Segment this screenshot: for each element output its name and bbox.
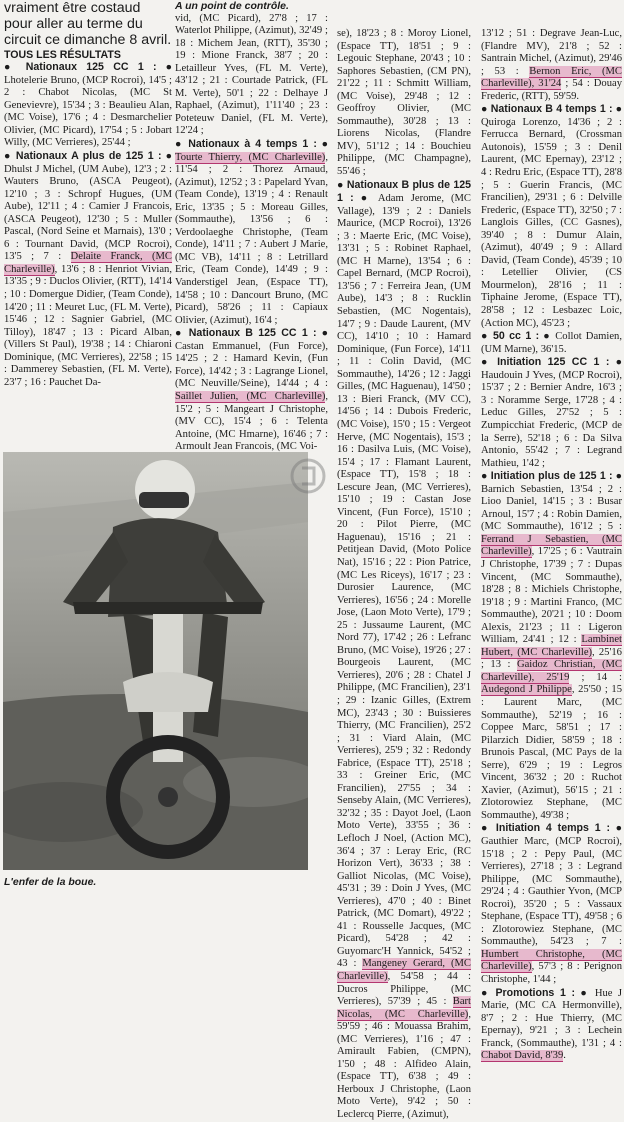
result-block: ● Nationaux A plus de 125 1 : ● Dhulst J Michel, (UM Aube), 12'3 ; 2 : Wauters Bruno, (ASCA Peugeot), 12'10 ; 3 : Schropf Hugues, (UM Aube), 12'11 ; 4 : Camier J Francois, (ASCA Peugeot), 12'30 ; 5 : Muller Pascal, (Nord Seine et Marnais), 13'0 ; 6 : Tournant David, (MCP Rocroi), 13'5 ; 7 : Delaite Franck, (MC Charleville), 13'6 ; 8 : Henriot Vivian, 13'35 ; 9 : Duclos Olivier, (RTT), 14'14 ; 10 : Domergue Didier, (Team Conde), 14'20 ; 11 : Meuret Luc, (FL M. Verte), 15'46 ; 12 : Sagnier Gabriel, (MC Tilloy), 18'47 ; 13 : Picard Alban, (Villers St Paul), 19'38 ; 14 : Chiaroni Dominique, (MC Verrieres), 22'58 ; 15 : Dammerey Sebastien, (FL M. Verte), 23'7 ; 16 : Pauchet Da- xyxy=(4,149,172,388)
result-block: ● Promotions 1 : ● Hue J Marie, (MC CA Hermonville), 8'7 ; 2 : Hue Thierry, (MC Epernay), 9'21 ; 3 : Lechein Franck, (Sommauthe), 1'31 ; 4 : Chabot David, 8'39. xyxy=(481,986,622,1062)
watermark-logo-icon xyxy=(288,456,328,496)
rider-mud-image xyxy=(3,452,308,870)
highlighted-name: Humbert Christophe, (MC Charleville) xyxy=(481,948,622,973)
photo-caption: L'enfer de la boue. xyxy=(4,876,97,888)
motocross-photo xyxy=(3,452,308,870)
highlighted-name: Bernon Eric, (MC Charleville), 31'24 xyxy=(481,65,622,90)
result-block: ● Initiation 4 temps 1 : ● Gauthier Marc, (MCP Rocroi), 15'18 ; 2 : Pepy Paul, (MC Verrieres), 27'18 ; 3 : Legrand Philippe, (MC Sommauthe), 29'24 ; 4 : Gauthier Yvon, (MCP Rocroi), 35'20 ; 5 : Vassaux Stephane, (Espace TT), 49'58 ; 6 : Zlotorowiez Stephane, (MC Sommauthe), 54'23 ; 7 : Humbert Christophe, (MC Charleville), 57'3 ; 8 : Perignon Christophe, 1'44 ; xyxy=(481,822,622,986)
highlighted-name: Saillet Julien, (MC Charleville) xyxy=(175,390,326,402)
highlighted-name: Tourte Thierry, (MC Charleville) xyxy=(175,151,326,163)
highlighted-name: Ferrand J Sebastien, (MC Charleville) xyxy=(481,533,622,558)
result-block: ● Nationaux B 4 temps 1 : ● Quiroga Lorenzo, 14'36 ; 2 : Ferrucca Bernard, (Crossman Autonois), 15'59 ; 3 : Denil Laurent, (MC Epernay), 23'12 ; 4 : Redru Eric, (Espace TT), 28'8 ; 5 : Guerin Francis, (MC Francilien), 29'31 ; 6 : Delville Frederic, (Espace TT), 32'50 ; 7 : Langlois Gilles, (CC Gasnes), 39'40 ; 8 : Dumur Alain, (Azimut), 40'49 ; 9 : Allard David, (Team Conde), 45'39 ; 10 : Letellier Olivier, (CS Mourmelon), 28'16 ; 11 : Tiphaine Jerome, (Espace TT), 28'58 ; 12 : Lesbazec Loic, (Action MC), 45'23 ; xyxy=(481,103,622,329)
result-block: ● Nationaux 125 CC 1 : ● Lhotelerie Bruno, (MCP Rocroi), 14'5 ; 2 : Chabot Nicolas, (MC St Genevievre), 15'34 ; 3 : Beaulieu Alan, (MC Voise), 17'6 ; 4 : Desmarchelier Olivier, (MC Picard), 17'54 ; 5 : Jobart Willy, (MC Verrieres), 25'44 ; xyxy=(4,61,172,149)
highlighted-name: Lambinet Hubert, (MC Charleville) xyxy=(481,634,622,658)
column-4 xyxy=(481,28,622,1063)
highlighted-name: Bart Nicolas, (MC Charleville) xyxy=(337,996,471,1020)
highlighted-name: Delaite Franck, (MC Charleville) xyxy=(4,251,172,275)
highlighted-name: Mangeney Gerard, (MC Charleville) xyxy=(337,958,471,983)
highlighted-name: Audegond J Philippe xyxy=(481,684,572,696)
result-block: ● Nationaux à 4 temps 1 : ● Tourte Thierry, (MC Charleville), 11'54 ; 2 : Thorez Arnaud, (Azimut), 12'52 ; 3 : Papelard Yvan, (Team Conde), 13'19 ; 4 : Renault Eric, 13'35 ; 5 : Moreau Gilles, (Sommauthe), 13'56 ; 6 : Verdoolaeghe Christophe, (Team Conde), 14'11 ; 7 : Aubert J Marie, (MC VB), 14'11 ; 8 : Letrillard Eric, (Team Conde), 14'49 ; 9 : Vanderstigel Jean, (Espace TT), 14'58 ; 10 : Dancourt Bruno, (MC Picard), 58'26 ; 11 : Capiaux Olivier, (Azimut), 16'4 ; xyxy=(175,138,328,326)
result-block: 13'12 ; 51 : Degrave Jean-Luc, (Flandre MV), 21'8 ; 52 : Santrain Michel, (Azimut), 29'46 ; 53 : Bernon Eric, (MC Charleville), 31'24 ; 54 : Douay Frederic, (RTT), 59'59. xyxy=(481,28,622,102)
result-block: ● 50 cc 1 : ● Collot Damien, (UM Marne), 36'15. xyxy=(481,330,622,355)
result-block: vid, (MC Picard), 27'8 ; 17 : Waterlot Philippe, (Azimut), 32'49 ; 18 : Michem Jean, (RTT), 35'30 ; 19 : Mione Franck, 38'7 ; 20 : Letailleur Yves, (FL M. Verte), 43'12 ; 21 : Courtade Patrick, (FL M. Verte), 50'1 ; 22 : Delhaye J Raphael, (Azimut), 1'11'40 ; 23 : Poteteuw Daniel, (FL M. Verte), 12'24 ; xyxy=(175,12,328,137)
column-2 xyxy=(175,0,328,454)
intro-text: vraiment être costaud pour aller au terme du circuit ce dimanche 8 avril. xyxy=(4,0,172,49)
result-block: ● Initiation 125 CC 1 : ● Haudouin J Yves, (MCP Rocroi), 15'37 ; 2 : Bernier Andre, 16'3 ; 3 : Noramme Serge, 17'28 ; 4 : Leduc Gilles, 27'52 ; 5 : Zumpicchiat Frederic, (MCP de la Serre), 52'18 ; 6 : Da Silva Antonio, 55'42 ; 7 : Legrand Mathieu, 1'42 ; xyxy=(481,356,622,469)
result-block: ● Nationaux B 125 CC 1 : ● Castan Emmanuel, (Fun Force), 14'25 ; 2 : Hamard Kevin, (Fun Force), 14'42 ; 3 : Lagrange Lionel, (MC Neuville/Seine), 14'44 ; 4 : Saillet Julien, (MC Charleville), 15'2 ; 5 : Mangeart J Christophe, (MV CC), 15'4 ; 6 : Telenta Antoine, (MC Hmarne), 16'46 ; 7 : Armoult Jean Francois, (MC Voi- xyxy=(175,327,328,453)
result-block: ● Nationaux B plus de 125 1 : ● Adam Jerome, (MC Vallage), 13'9 ; 2 : Daniels Maurice, (MCP Rocroi), 13'26 ; 3 : Maerte Eric, (MC Voise), 13'31 ; 5 : Robinet Raphael, (MC H Marne), 13'54 ; 6 : Capel Bernard, (MCP Rocroi), 13'56 ; 7 : Ferreira Jean, (UM Aube), 14'3 ; 8 : Rucklin Sebastien, (MC Nogentais), 14'7 ; 9 : Daude Laurent, (MV CC), 14'10 ; 10 : Hamard Dominique, (Fun Force), 14'11 ; 11 : Colin David, (MC Sommauthe), 14'26 ; 12 : Jaggi Gilles, (MC Haguenau), 14'50 ; 13 : Bieri Franck, (MV CC), 14'56 ; 14 : Dubois Frederic, (MC Voise), 15'0 ; 15 : Vergeot Herve, (MC Nogentais), 15'3 ; 16 : Dasilva Luis, (MC Voise), 15'4 ; 17 : Flamant Laurent, (Espace TT), 15'8 ; 18 : Lescure Jean, (MC Verrieres), 15'10 ; 19 : Castan Jose Vincent, (Fun Force), 15'10 ; 20 : Pilot Pierre, (MC Haguenau), 15'16 ; 21 : Petitjean David, (Moto Police Nat), 15'16 ; 22 : Pion Patrice, (MC Les Riceys), 16'17 ; 23 : Durosier Laurence, (MC Verrieres), 16'56 ; 24 : Morelle Jose, (Laon Moto Verte), 17'9 ; 25 : Jussaume Laurent, (MC Nord 77), 17'42 ; 26 : Lefranc Bruno, (MC Voise), 19'26 ; 27 : Bourgeois Laurent, (MC Verrieres), 20'6 ; 28 : Chatel J Philippe, (MC Francilien), 23'1 ; 29 : Izanic Gilles, (Extrem MC), 23'43 ; 30 : Buissieres Thierry, (MC Francilien), 25'2 ; 31 : Viard Alain, (MC Verrieres), 25'9 ; 32 : Redondy Fabrice, (Espace TT), 25'18 ; 33 : Greiner Eric, (MC Francilien), 27'55 ; 34 : Senseby Alain, (MC Verrieres), 32'32 ; 35 : Dayot Joel, (Laon Moto Verte), 33'55 ; 36 : Lefloch J Noel, (Action MC), 36'4 ; 37 : Leray Eric, (RC Horizon Vert), 36'33 ; 38 : Galliot Nicolas, (MC Voise), 45'31 ; 39 : Doin J Yves, (MC Verrieres), 47'0 ; 40 : Binet Patrick, (MC Domart), 49'22 ; 41 : Rousselle Jacques, (MC Picard), 54'28 ; 42 : Guyomarc'H Yannick, 54'52 ; 43 : Mangeney Gerard, (MC Charleville), 54'58 ; 44 : Ducros Philippe, (MC Verrieres), 57'39 ; 45 : Bart Nicolas, (MC Charleville), 59'59 ; 46 : Mouassa Brahim, (MC Verrieres), 1'16 ; 47 : Amirault Fabien, (CMPN), 1'50 ; 48 : Alfideo Alain, (Espace TT), 6'38 ; 49 : Herboux J Christophe, (Laon Moto Verte), 9'42 ; 50 : Leclercq Pierre, (Azimut), xyxy=(337,178,471,1121)
results-heading: TOUS LES RÉSULTATS xyxy=(4,48,121,61)
kicker-caption: A un point de contrôle. xyxy=(175,0,289,12)
column-1 xyxy=(4,0,172,389)
result-block: ● Initiation plus de 125 1 : ● Barnich Sebastien, 13'54 ; 2 : Lioo Daniel, 14'15 ; 3 : Busar Arnoul, 15'7 ; 4 : Robin Damien, (MC Sommauthe), 16'12 ; 5 : Ferrand J Sebastien, (MC Charleville), 17'25 ; 6 : Vautrain J Christophe, 17'39 ; 7 : Dupas Vincent, (MC Sommauthe), 18'28 ; 8 : Michiels Christophe, 19'18 ; 9 : Martini Franco, (MC Sommauthe), 20'21 ; 10 : Doom Alexis, 21'23 ; 11 : Ligeron William, 24'41 ; 12 : Lambinet Hubert, (MC Charleville), 25'16 ; 13 : Gaidoz Christian, (MC Charleville), 25'19 ; 14 : Audegond J Philippe, 25'50 ; 15 : Laurent Marc, (MC Sommauthe), 52'19 ; 16 : Coppee Marc, 58'51 ; 17 : Pilarzich Didier, 58'59 ; 18 : Brunois Pascal, (MC Pays de la Serre), 6'29 ; 19 : Legros Vincent, 36'32 ; 20 : Ruchot Xavier, (Azimut), 56'15 ; 21 : Zlotorowiez Stephane, (MC Sommauthe), 49'38 ; xyxy=(481,470,622,821)
highlighted-name: Chabot David, 8'39 xyxy=(481,1050,564,1062)
column-3 xyxy=(337,28,471,1122)
highlighted-name: Gaidoz Christian, (MC Charleville), 25'19 xyxy=(481,659,622,683)
result-block: se), 18'23 ; 8 : Moroy Lionel, (Espace TT), 18'51 ; 9 : Legouic Stephane, 20'43 ; 10 : Saphores Sebastien, (CM PN), 21'22 ; 11 : Schmitt William, (MC Voise), 29'48 ; 12 : Geoffroy Olivier, (MC Sommauthe), 30'28 ; 13 : Liorens Nicolas, (Flandre MV), 51'12 ; 14 : Bouchieu Philippe, (MC Champagne), 55'46 ; xyxy=(337,28,471,178)
